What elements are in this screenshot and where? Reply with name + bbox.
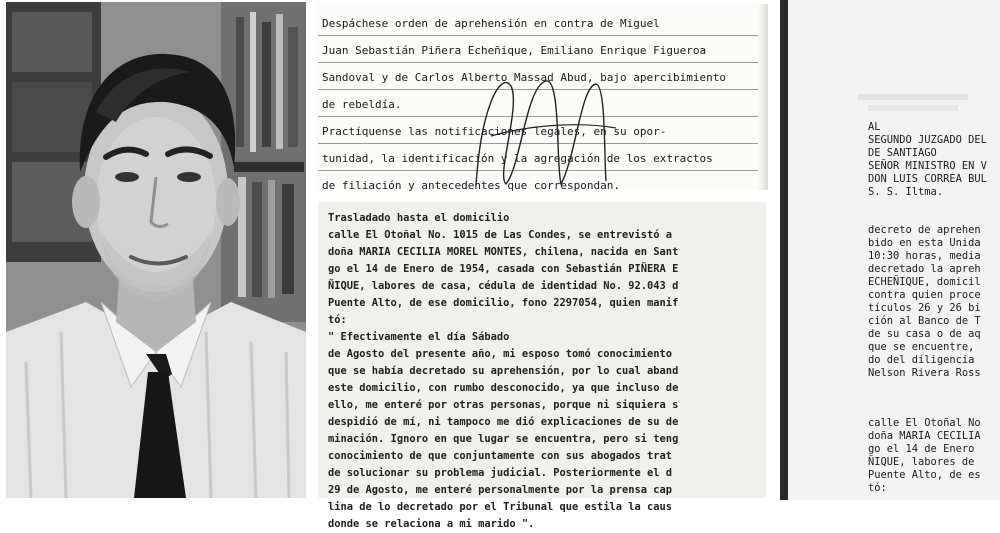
doc2-line: ÑIQUE, labores de casa, cédula de identidad No. 92.043 d	[328, 280, 679, 292]
doc1-line: Sandoval y de Carlos Alberto Massad Abud, bajo apercibimiento	[322, 71, 726, 84]
arrest-order-excerpt	[316, 4, 768, 190]
doc3-footer-line: go el 14 de Enero	[868, 443, 975, 455]
doc1-line: de rebeldía.	[322, 98, 402, 111]
doc3-body-line: que se encuentre,	[868, 341, 975, 353]
doc2-line: donde se relaciona a mi marido ".	[328, 518, 535, 530]
doc3-footer-line: Puente Alto, de es	[868, 469, 981, 481]
doc2-line: calle El Otoñal No. 1015 de Las Condes, se entrevistó a	[328, 229, 673, 241]
doc2-line: minación. Ignoro en que lugar se encuentra, pero si teng	[328, 433, 679, 445]
doc3-header-line: SEGUNDO JUZGADO DEL	[868, 134, 987, 146]
police-report-excerpt	[318, 202, 766, 530]
doc2-line: tó:	[328, 314, 347, 326]
doc3-footer-line: calle El Otoñal No	[868, 417, 981, 429]
doc3-footer-line: tó:	[868, 482, 887, 494]
doc2-line: Trasladado hasta el domicilio	[328, 212, 510, 224]
doc1-line: Practíquense las notificaciones legales, en su opor-	[322, 125, 667, 138]
doc2-line: go el 14 de Enero de 1954, casada con Sebastián PIÑERA E	[328, 263, 679, 275]
court-letter-excerpt	[780, 0, 1000, 500]
doc2-line: ello, me enteré por otras personas, porque ni siquiera s	[328, 399, 679, 411]
handwritten-signature	[466, 66, 626, 192]
doc3-footer-line: ÑIQUE, labores de	[868, 456, 975, 468]
doc2-line: Puente Alto, de ese domicilio, fono 2297054, quien manif	[328, 297, 679, 309]
doc3-header-line: S. S. Iltma.	[868, 186, 944, 198]
doc3-body-line: contra quien proce	[868, 289, 981, 301]
doc3-header-line: DE SANTIAGO	[868, 147, 937, 159]
doc2-line: " Efectivamente el día Sábado	[328, 331, 510, 343]
faded-stamp	[858, 92, 978, 114]
doc1-line: Juan Sebastián Piñera Echeñique, Emiliano Enrique Figueroa	[322, 44, 707, 57]
doc2-line: doña MARIA CECILIA MOREL MONTES, chilena, nacida en Sant	[328, 246, 679, 258]
doc3-body-line: de su casa o de aq	[868, 328, 981, 340]
portrait-photo	[6, 2, 306, 498]
doc2-line: de solucionar su problema judicial. Posteriormente el d	[328, 467, 673, 479]
doc3-body-line: do del diligencia	[868, 354, 975, 366]
doc2-line: de Agosto del presente año, mi esposo tomó conocimiento	[328, 348, 673, 360]
doc1-line: tunidad, la identificación y la agregación de los extractos	[322, 152, 713, 165]
doc2-line: despidió de mí, ni tampoco me dió explicaciones de su de	[328, 416, 679, 428]
doc3-body-line: Nelson Rivera Ross	[868, 367, 981, 379]
doc3-body-line: 10:30 horas, media	[868, 250, 981, 262]
doc1-line: Despáchese orden de aprehensión en contra de Miguel	[322, 17, 660, 30]
doc3-header-line: DON LUIS CORREA BUL	[868, 173, 987, 185]
doc3-body-line: tículos 26 y 26 bi	[868, 302, 981, 314]
page-edge-shadow	[758, 4, 768, 190]
doc3-header-line: AL	[868, 121, 881, 133]
doc2-line: que se había decretado su aprehensión, por lo cual aband	[328, 365, 679, 377]
portrait-illustration	[6, 2, 306, 498]
doc3-footer-line: doña MARIA CECILIA	[868, 430, 981, 442]
doc3-body-line: bido en esta Unida	[868, 237, 981, 249]
page-binding-edge	[780, 0, 788, 500]
doc2-line: este domicilio, con rumbo desconocido, ya que incluso de	[328, 382, 679, 394]
doc3-body-line: ECHEÑIQUE, domicil	[868, 276, 981, 288]
doc2-line: conocimiento de que conjuntamente con sus abogados trat	[328, 450, 673, 462]
doc3-body-line: decreto de aprehen	[868, 224, 981, 236]
doc3-header-line: SEÑOR MINISTRO EN V	[868, 160, 987, 172]
doc1-line: de filiación y antecedentes que correspondan.	[322, 179, 621, 192]
doc2-line: 29 de Agosto, me enteré personalmente por la prensa cap	[328, 484, 673, 496]
doc3-body-line: ción al Banco de T	[868, 315, 981, 327]
doc3-body-line: decretado la apreh	[868, 263, 981, 275]
doc2-line: lina de lo decretado por el Tribunal que estila la caus	[328, 501, 673, 513]
